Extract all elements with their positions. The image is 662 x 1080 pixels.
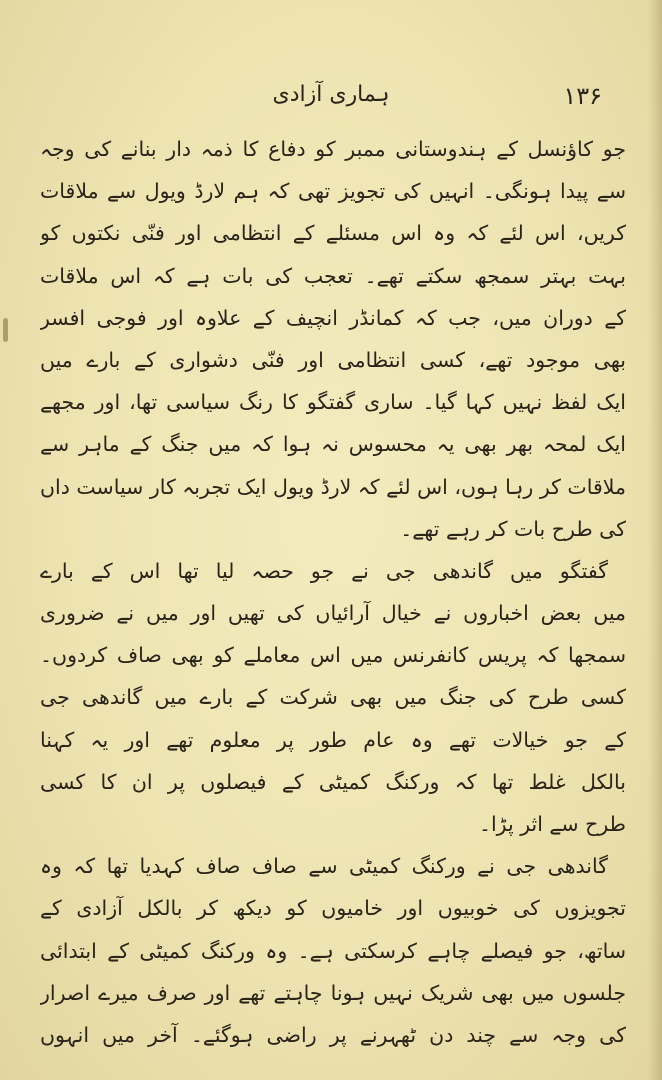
text-line: جو کاؤنسل کے ہندوستانی ممبر کو دفاع کا ذمہ دار بنانے کی وجہ [40, 137, 626, 161]
binding-mark [3, 318, 8, 342]
text-line: کی طرح بات کر رہے تھے۔ [400, 516, 626, 541]
paragraph-start-line: گاندھی جی نے ورکنگ کمیٹی سے صاف صاف کہدیا تھا کہ وہ [40, 854, 608, 879]
text-line: سمجھا کہ پریس کانفرنس میں اس معاملے کو بھی صاف کردوں۔ [40, 643, 626, 668]
text-line: ملاقات کر رہا ہوں، اس لئے کہ لارڈ ویول ایک تجربہ کار سیاست داں [40, 474, 626, 499]
text-line: کے دوران میں، جب کہ کمانڈر انچیف کے علاوہ اور فوجی افسر [40, 305, 626, 330]
text-line: طرح سے اثر پڑا۔ [478, 812, 626, 836]
text-line: تجویزوں کی خوبیوں اور خامیوں کو دیکھ کر بالکل آزادی کے [40, 896, 626, 921]
text-line: ساتھ، جو فیصلے چاہے کرسکتی ہے۔ وہ ورکنگ کمیٹی کے ابتدائی [40, 938, 626, 963]
text-line: کی وجہ سے چند دن ٹھہرنے پر راضی ہوگئے۔ آخر میں انہوں [40, 1022, 626, 1047]
text-line: ایک لفظ نہیں کہا گیا۔ ساری گفتگو کا رنگ سیاسی تھا، اور مجھے [40, 390, 626, 415]
text-line: کسی طرح کی جنگ میں بھی شرکت کے بارے میں گاندھی جی [40, 685, 626, 710]
page-edge-shadow [648, 0, 662, 1080]
text-line: کے جو خیالات تھے وہ عام طور پر معلوم تھے اور یہ کہنا [40, 727, 626, 752]
text-line: بھی موجود تھے، کسی انتظامی اور فنّی دشواری کے بارے میں [40, 347, 626, 372]
text-line: بالکل غلط تھا کہ ورکنگ کمیٹی کے فیصلوں پر ان کا کسی [40, 769, 626, 794]
body-text [40, 128, 626, 1056]
text-line: میں بعض اخباروں نے خیال آرائیاں کی تھیں اور میں نے ضروری [40, 601, 626, 626]
text-line: ایک لمحہ بھر بھی یہ محسوس نہ ہوا کہ میں جنگ کے ماہر سے [40, 432, 626, 457]
page-number: ۱۳۶ [563, 82, 602, 110]
page-header [40, 82, 622, 122]
text-line: بہت بہتر سمجھ سکتے تھے۔ تعجب کی بات ہے کہ اس ملاقات [40, 263, 626, 288]
paragraph-start-line: گفتگو میں گاندھی جی نے جو حصہ لیا تھا اس کے بارے [40, 558, 608, 583]
text-line: کریں، اس لئے کہ وہ اس مسئلے کے انتظامی اور فنّی نکتوں کو [40, 221, 626, 246]
running-title: ہماری آزادی [272, 82, 390, 107]
text-line: جلسوں میں بھی شریک نہیں ہونا چاہتے تھے اور صرف میرے اصرار [40, 980, 626, 1005]
text-line: سے پیدا ہونگی۔ انہیں کی تجویز تھی کہ ہم لارڈ ویول سے ملاقات [40, 179, 626, 204]
